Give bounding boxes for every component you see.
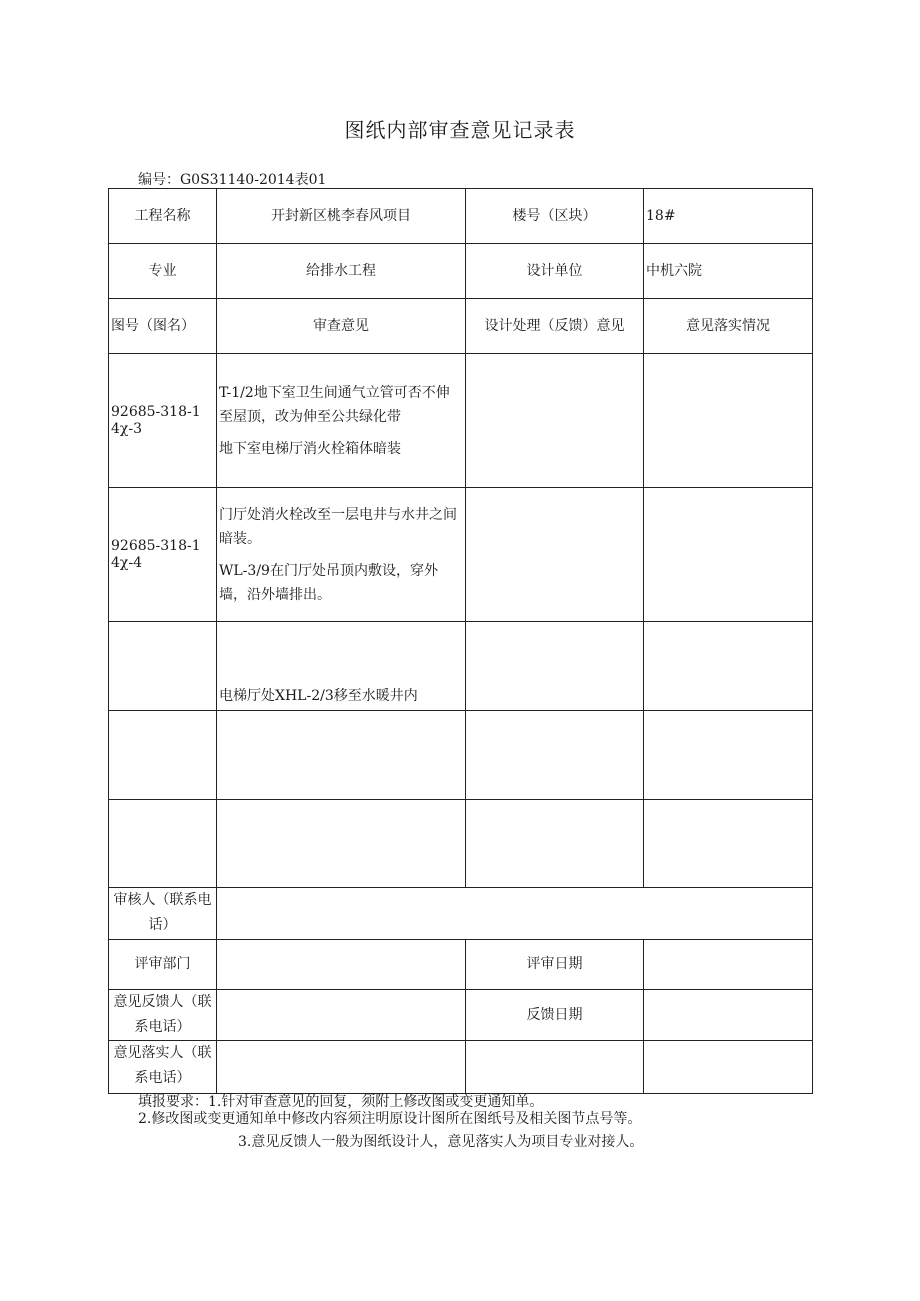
- feedback-cell: [466, 711, 644, 800]
- note-line: 3.意见反馈人一般为图纸设计人，意见落实人为项目专业对接人。: [238, 1134, 644, 1150]
- building-label: 楼号（区块）: [466, 189, 644, 244]
- design-unit-label: 设计单位: [466, 244, 644, 299]
- drawing-number-cell: [109, 622, 217, 711]
- drawing-number-line: 92685-318-1: [111, 403, 201, 420]
- implementer-value: [217, 1041, 466, 1094]
- review-form-table: [108, 188, 813, 1094]
- col-header-feedback: 设计处理（反馈）意见: [466, 299, 644, 354]
- review-dept-row: [109, 940, 813, 990]
- implementation-cell: [644, 354, 813, 488]
- page-title: 图纸内部审查意见记录表: [344, 118, 576, 142]
- project-name-value: 开封新区桃李春风项目: [217, 189, 466, 244]
- feedback-cell: [466, 800, 644, 888]
- implementation-cell: [644, 488, 813, 622]
- implementation-cell: [644, 711, 813, 800]
- drawing-number-line: 4χ-4: [111, 554, 143, 571]
- opinion-cell: [217, 711, 466, 800]
- discipline-value: 给排水工程: [217, 244, 466, 299]
- drawing-number-cell: [109, 711, 217, 800]
- discipline-label: 专业: [109, 244, 217, 299]
- opinion-cell: [217, 622, 466, 711]
- review-date-value: [644, 940, 813, 990]
- fill-notes: [138, 1094, 698, 1151]
- opinion-text: 地下室电梯厅消火栓箱体暗装: [219, 440, 401, 457]
- opinion-text: T-1/2地下室卫生间通气立管可否不伸至屋顶，改为伸至公共绿化带: [219, 384, 450, 425]
- drawing-number-line: 92685-318-1: [111, 537, 201, 554]
- column-header-row: [109, 299, 813, 354]
- implementation-cell: [644, 800, 813, 888]
- implementer-row: [109, 1041, 813, 1094]
- opinion-text: WL-3/9在门厅处吊顶内敷设，穿外墙，沿外墙排出。: [219, 562, 438, 603]
- feedback-person-row: [109, 990, 813, 1041]
- opinion-cell: [217, 488, 466, 622]
- table-row: [109, 711, 813, 800]
- opinion-cell: [217, 800, 466, 888]
- feedback-date-value: [644, 990, 813, 1041]
- drawing-number-line: 4χ-3: [111, 420, 143, 437]
- feedback-date-label: 反馈日期: [466, 990, 644, 1041]
- col-header-implementation: 意见落实情况: [644, 299, 813, 354]
- table-row: [109, 800, 813, 888]
- col-header-drawing: 图号（图名）: [109, 299, 217, 354]
- drawing-number-cell: [109, 488, 217, 622]
- feedback-cell: [466, 622, 644, 711]
- feedback-person-value: [217, 990, 466, 1041]
- review-dept-value: [217, 940, 466, 990]
- reviewer-value-cell: [217, 888, 813, 940]
- project-name-label: 工程名称: [109, 189, 217, 244]
- feedback-person-label-cell: [109, 990, 217, 1041]
- table-row: [109, 622, 813, 711]
- note-line: 填报要求：1.针对审查意见的回复，须附上修改图或变更通知单。: [138, 1094, 544, 1110]
- drawing-number-cell: [109, 800, 217, 888]
- implementation-cell: [644, 622, 813, 711]
- feedback-cell: [466, 354, 644, 488]
- note-line: 2.修改图或变更通知单中修改内容须注明原设计图所在图纸号及相关图节点号等。: [138, 1111, 642, 1127]
- feedback-person-label: 意见反馈人（联系电话）: [113, 994, 212, 1035]
- opinion-text: 门厅处消火栓改至一层电井与水井之间暗装。: [219, 506, 457, 547]
- design-unit-value: 中机六院: [644, 244, 813, 299]
- feedback-cell: [466, 488, 644, 622]
- opinion-cell: [217, 354, 466, 488]
- implementer-label-cell: [109, 1041, 217, 1094]
- opinion-text: 电梯厅处XHL-2/3移至水暖井内: [219, 688, 418, 704]
- discipline-row: [109, 244, 813, 299]
- review-dept-label: 评审部门: [109, 940, 217, 990]
- drawing-number-cell: [109, 354, 217, 488]
- building-value: 18#: [644, 189, 813, 244]
- reviewer-label-cell: [109, 888, 217, 940]
- review-date-label: 评审日期: [466, 940, 644, 990]
- implementer-extra: [644, 1041, 813, 1094]
- table-row: [109, 488, 813, 622]
- reviewer-row: [109, 888, 813, 940]
- implementer-extra: [466, 1041, 644, 1094]
- reviewer-label: 审核人（联系电话）: [113, 892, 212, 933]
- col-header-opinion: 审查意见: [217, 299, 466, 354]
- implementer-label: 意见落实人（联系电话）: [113, 1045, 212, 1086]
- project-row: [109, 189, 813, 244]
- table-row: [109, 354, 813, 488]
- document-number: 编号：G0S31140-2014表01: [138, 172, 327, 188]
